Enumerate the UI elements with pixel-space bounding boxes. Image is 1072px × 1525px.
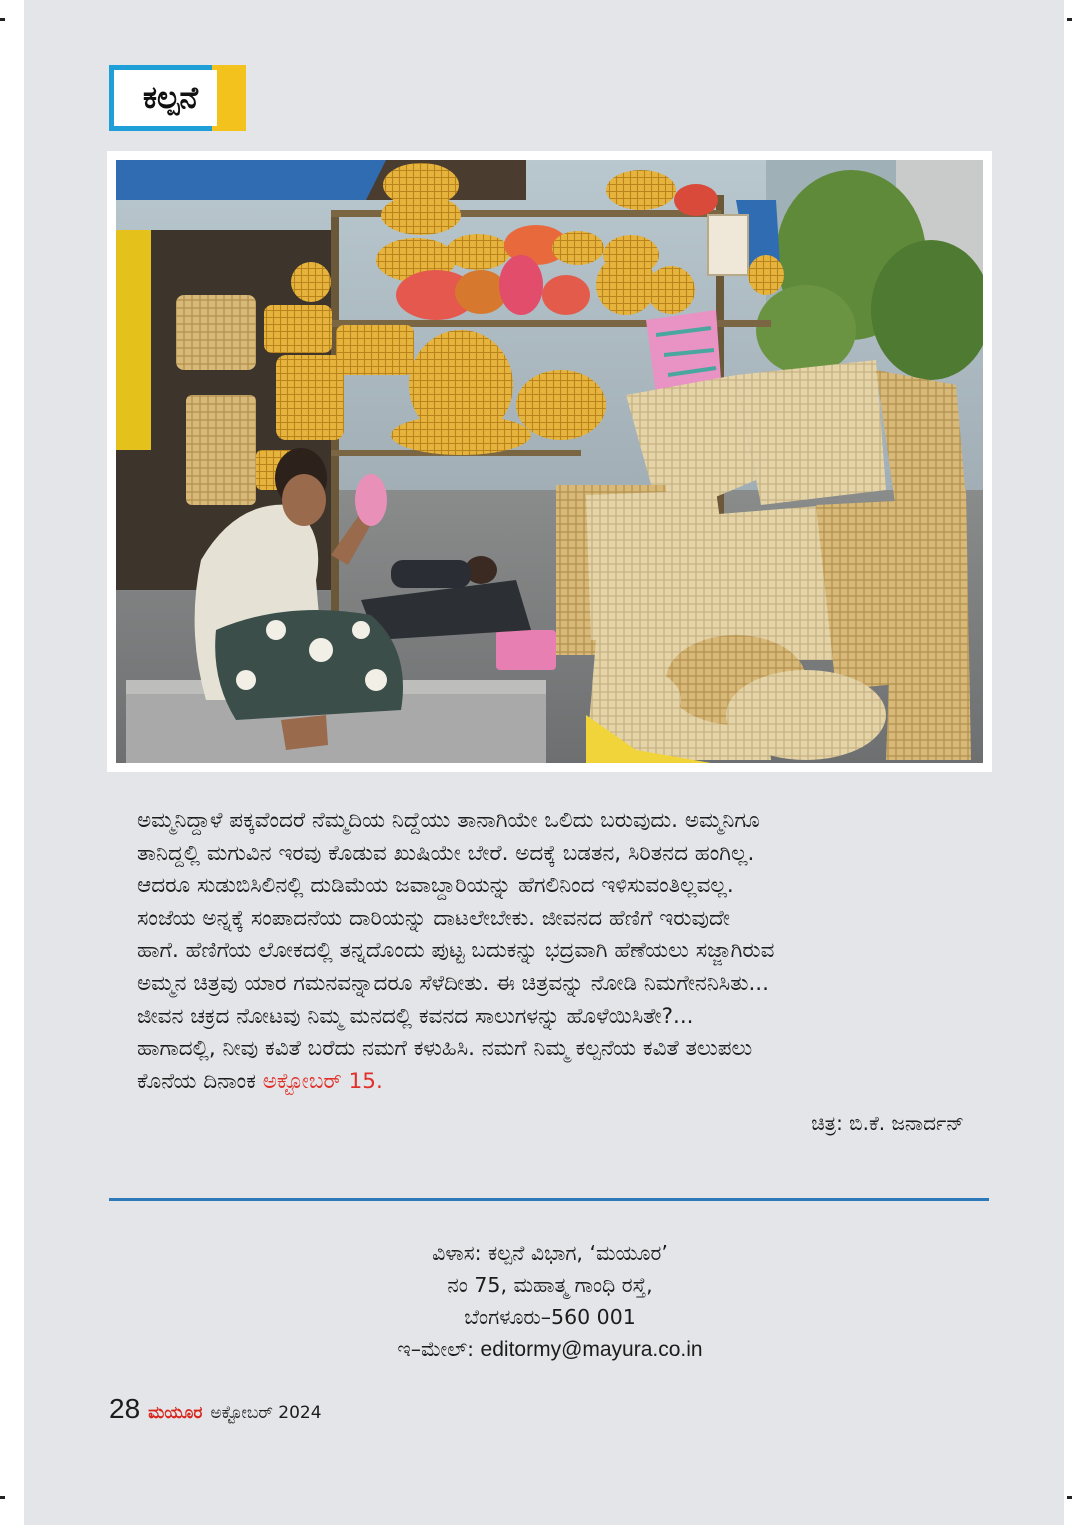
- body-line: ತಾನಿದ್ದಲ್ಲಿ ಮಗುವಿನ ಇರವು ಕೊಡುವ ಖುಷಿಯೇ ಬೇರೆ. ಅದಕ್ಕೆ ಬಡತನ, ಸಿರಿತನದ ಹಂಗಿಲ್ಲ.: [137, 840, 755, 866]
- page-number: 28: [109, 1393, 141, 1424]
- address-line-1: ವಿಳಾಸ: ಕಲ್ಪನೆ ವಿಭಾಗ, ‘ಮಯೂರ’: [432, 1241, 668, 1265]
- photo-credit: ಚಿತ್ರ: ಬಿ.ಕೆ. ಜನಾರ್ದನ್: [811, 1111, 964, 1135]
- article-body: [137, 805, 967, 1098]
- address-block: [250, 1237, 850, 1366]
- photo-frame: [107, 151, 992, 772]
- last-line-prefix: ಕೊನೆಯ ದಿನಾಂಕ: [137, 1068, 263, 1094]
- body-line: ಅಮ್ಮನ ಚಿತ್ರವು ಯಾರ ಗಮನವನ್ನಾದರೂ ಸೆಳೆದೀತು. ಈ ಚಿತ್ರವನ್ನು ನೋಡಿ ನಿಮಗೇನನಿಸಿತು...: [137, 970, 769, 996]
- body-line: ಆದರೂ ಸುಡುಬಿಸಿಲಿನಲ್ಲಿ ದುಡಿಮೆಯ ಜವಾಬ್ದಾರಿಯನ್ನು ಹೆಗಲಿನಿಂದ ಇಳಿಸುವಂತಿಲ್ಲವಲ್ಲ.: [137, 873, 734, 899]
- section-title: ಕಲ್ಪನೆ: [143, 79, 198, 116]
- email-address: editormy@mayura.co.in: [480, 1338, 703, 1361]
- body-line: ಹಾಗಾದಲ್ಲಿ, ನೀವು ಕವಿತೆ ಬರೆದು ನಮಗೆ ಕಳುಹಿಸಿ. ನಮಗೆ ನಿಮ್ಮ ಕಲ್ಪನೆಯ ಕವಿತೆ ತಲುಪಲು: [137, 1036, 753, 1062]
- issue-date: ಅಕ್ಟೋಬರ್ 2024: [210, 1403, 322, 1423]
- crop-mark-bottom-left: [0, 1496, 5, 1499]
- page-footer: [109, 1393, 322, 1427]
- crop-mark-bottom-right: [1067, 1496, 1072, 1499]
- crop-mark-top-left: [0, 18, 5, 21]
- crop-mark-top-right: [1067, 18, 1072, 21]
- magazine-logo: ಮಯೂರ: [148, 1403, 203, 1423]
- body-line: ಅಮ್ಮನಿದ್ದಾಳೆ ಪಕ್ಕವೆಂದರೆ ನೆಮ್ಮದಿಯ ನಿದ್ದೆಯು ತಾನಾಗಿಯೇ ಒಲಿದು ಬರುವುದು. ಅಮ್ಮನಿಗೂ: [137, 808, 760, 833]
- divider-rule: [109, 1198, 989, 1201]
- body-line: ಹಾಗೆ. ಹೆಣಿಗೆಯ ಲೋಕದಲ್ಲಿ ತನ್ನದೊಂದು ಪುಟ್ಟ ಬದುಕನ್ನು ಭದ್ರವಾಗಿ ಹೆಣೆಯಲು ಸಜ್ಜಾಗಿರುವ: [137, 938, 775, 964]
- body-line: ಸಂಜೆಯ ಅನ್ನಕ್ಕೆ ಸಂಪಾದನೆಯ ದಾರಿಯನ್ನು ದಾಟಲೇಬೇಕು. ಜೀವನದ ಹೆಣಿಗೆ ಇರುವುದೇ: [137, 905, 730, 931]
- address-line-2: ನಂ 75, ಮಹಾತ್ಮ ಗಾಂಧಿ ರಸ್ತೆ,: [447, 1273, 653, 1297]
- section-tag: [109, 65, 246, 131]
- email-label: ಇ–ಮೇಲ್:: [397, 1337, 481, 1361]
- body-line: ಜೀವನ ಚಕ್ರದ ನೋಟವು ನಿಮ್ಮ ಮನದಲ್ಲಿ ಕವನದ ಸಾಲುಗಳನ್ನು ಹೊಳೆಯಿಸಿತೇ?...: [137, 1003, 694, 1029]
- address-line-3: ಬೆಂಗಳೂರು–560 001: [464, 1305, 636, 1329]
- basket-vendor-photo: [116, 160, 983, 763]
- body-line-last: [137, 1066, 967, 1099]
- email-row: [250, 1333, 850, 1366]
- deadline-date: ಅಕ್ಟೋಬರ್ 15.: [262, 1068, 383, 1094]
